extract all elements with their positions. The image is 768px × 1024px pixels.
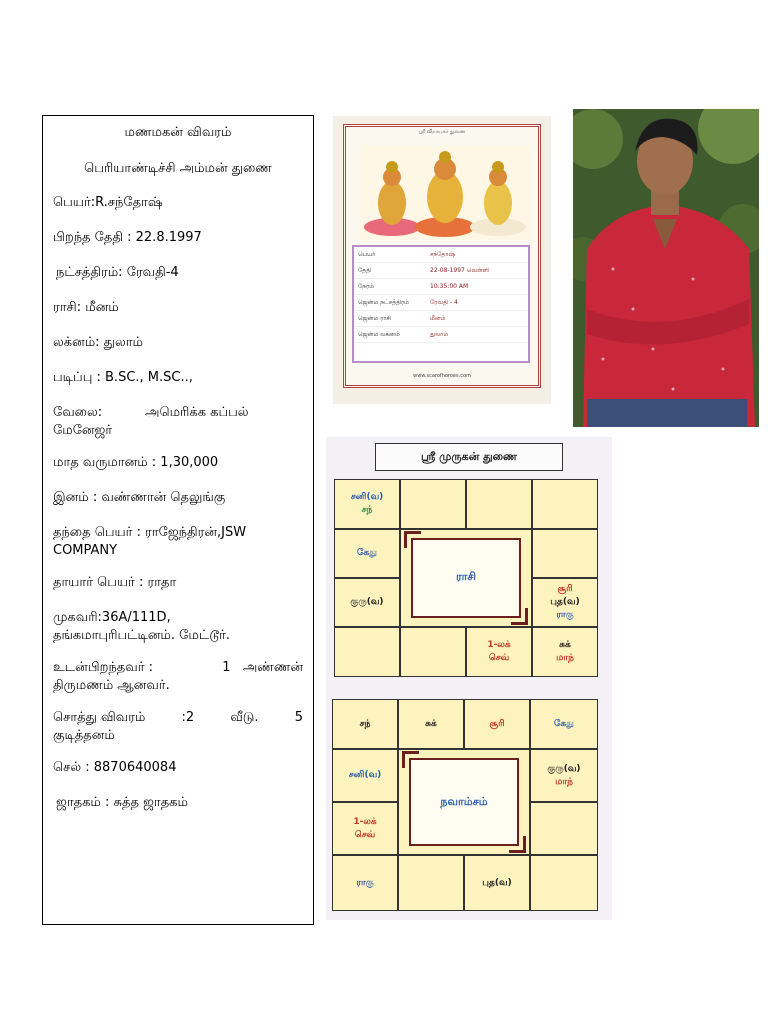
- rasi-cell: [466, 479, 532, 529]
- father-line2: COMPANY: [53, 543, 118, 558]
- planet-label: சந்: [359, 718, 371, 729]
- sheet-key: பெயர்: [358, 250, 376, 258]
- planet-label: மாந்: [555, 776, 573, 787]
- planet-label: சூரி: [489, 718, 505, 729]
- property-value: :2: [181, 710, 195, 725]
- job-field: [53, 404, 303, 440]
- horoscope-field: ஜாதகம் : சுத்த ஜாதகம்: [56, 795, 188, 810]
- navamsam-cell: [530, 749, 598, 802]
- groom-biodata-box: [42, 115, 314, 925]
- address-line2: தங்கமாபுரிபட்டினம். மேட்டூர்.: [53, 628, 230, 643]
- address-line1: முகவரி:36A/111D,: [53, 610, 171, 625]
- planet-label: 1-லக்: [487, 640, 511, 650]
- planet-label: ராகு: [556, 610, 574, 620]
- sheet-key: ஜென்ம லக்னம்: [358, 330, 400, 338]
- name-field: பெயர்:R.சந்தோஷ்: [53, 195, 163, 210]
- property-house: வீடு.: [230, 710, 259, 725]
- planet-label: கேது: [554, 718, 574, 729]
- rasi-cell: [532, 578, 598, 627]
- deity-blessing: பெரியாண்டிச்சி அம்மன் துணை: [84, 161, 272, 176]
- rasi-cell: [334, 479, 400, 529]
- navamsam-center: [398, 749, 530, 855]
- sheet-url: www.scarofhoroes.com: [413, 373, 471, 379]
- sheet-key: ஜென்ம நட்சத்திரம்: [358, 298, 409, 306]
- siblings-label: உடன்பிறந்தவர் :: [53, 660, 154, 675]
- rasi-cell: [532, 627, 598, 677]
- navamsam-cell: [332, 855, 398, 911]
- deities-illustration: [360, 145, 530, 241]
- lagnam-field: லக்னம்: துலாம்: [53, 335, 144, 350]
- planet-label: செவ்: [488, 653, 510, 663]
- sheet-key: நேரம்: [358, 282, 375, 290]
- job-value: அமெரிக்க கப்பல்: [145, 405, 249, 420]
- planet-label: புத(வ): [550, 597, 580, 607]
- phone-field: செல் : 8870640084: [53, 760, 177, 775]
- sheet-key: தேதி: [358, 266, 372, 274]
- navamsam-cell: [464, 699, 530, 749]
- dob-field: பிறந்த தேதி : 22.8.1997: [53, 230, 202, 245]
- sheet-key: ஜென்ம ராசி: [358, 314, 392, 322]
- navamsam-cell: [530, 699, 598, 749]
- planet-label: கேது: [357, 548, 377, 558]
- rasi-title: ராசி: [411, 538, 522, 619]
- address-field: [53, 609, 303, 645]
- father-line1: தந்தை பெயர் : ராஜேந்திரன்,JSW: [53, 525, 247, 540]
- education-field: படிப்பு : B.SC., M.SC..,: [53, 370, 193, 385]
- job-value-line2: மேனேஜர்: [53, 423, 113, 438]
- navamsam-cell: [398, 855, 464, 911]
- property-count: 5: [294, 710, 303, 725]
- navamsam-chart: [332, 699, 598, 911]
- planet-label: செவ்: [354, 829, 376, 840]
- job-label: வேலை:: [53, 405, 103, 420]
- property-line2: குடித்தனம்: [53, 728, 115, 743]
- community-field: இனம் : வண்ணான் தெலுங்கு: [53, 490, 226, 505]
- sheet-value: மீனம்: [430, 314, 446, 322]
- navamsam-cell: [332, 699, 398, 749]
- horoscope-sheet-photo: [333, 116, 551, 404]
- income-field: மாத வருமானம் : 1,30,000: [53, 455, 219, 470]
- sheet-value: துலாம்: [430, 330, 449, 338]
- rasi-field: ராசி: மீனம்: [53, 300, 119, 315]
- groom-photo: [573, 109, 759, 427]
- planet-label: மாந்: [556, 653, 574, 663]
- planet-label: சுக்: [559, 640, 571, 650]
- rasi-cell: [466, 627, 532, 677]
- rasi-cell: [400, 479, 466, 529]
- biodata-title: மணமகன் விவரம்: [124, 125, 232, 140]
- sheet-value: 22-08-1997 வெள்ளி: [430, 266, 490, 274]
- planet-label: சனி(வ): [350, 492, 384, 502]
- navamsam-title: நவாம்சம்: [409, 758, 520, 845]
- sheet-frame: [343, 124, 541, 388]
- navamsam-cell: [530, 855, 598, 911]
- planet-label: சூரி: [557, 584, 573, 594]
- planet-label: ராகு: [356, 877, 374, 888]
- rasi-cell: [334, 529, 400, 578]
- siblings-value: 1 அண்ணன்: [222, 660, 303, 675]
- sheet-value: சந்தோஷ்: [430, 250, 456, 258]
- siblings-field: [53, 659, 303, 695]
- property-label: சொத்து விவரம்: [53, 710, 146, 725]
- charts-heading: ஸ்ரீ முருகன் துணை: [375, 443, 563, 471]
- navamsam-cell: [332, 749, 398, 802]
- rasi-cell: [334, 627, 400, 677]
- navamsam-cell: [398, 699, 464, 749]
- sheet-header: ஸ்ரீ விநாயகர் துணை: [418, 129, 466, 135]
- sheet-value: ரேவதி - 4: [430, 298, 458, 306]
- rasi-cell: [400, 627, 466, 677]
- rasi-chart: [334, 479, 598, 677]
- rasi-center: [400, 529, 532, 627]
- planet-label: சுக்: [425, 718, 437, 729]
- planet-label: குரு(வ): [547, 763, 581, 774]
- rasi-cell: [532, 479, 598, 529]
- mother-field: தாயார் பெயர் : ராதா: [53, 575, 177, 590]
- planet-label: சனி(வ): [348, 770, 382, 780]
- navamsam-cell: [530, 802, 598, 855]
- planet-label: குரு(வ): [350, 597, 384, 607]
- planet-label: சந்: [361, 505, 373, 515]
- father-field: [53, 524, 303, 560]
- siblings-line2: திருமணம் ஆனவர்.: [53, 678, 170, 693]
- sheet-value: 10:35:00 AM: [430, 283, 469, 290]
- navamsam-cell: [332, 802, 398, 855]
- property-field: [53, 709, 303, 745]
- horoscope-charts-photo: [326, 437, 612, 920]
- planet-label: புத(வ): [482, 877, 512, 888]
- star-field: நட்சத்திரம்: ரேவதி-4: [56, 265, 179, 280]
- rasi-cell: [532, 529, 598, 578]
- navamsam-cell: [464, 855, 530, 911]
- rasi-cell: [334, 578, 400, 627]
- planet-label: 1-லக்: [353, 816, 377, 827]
- birth-details-card: [352, 245, 530, 363]
